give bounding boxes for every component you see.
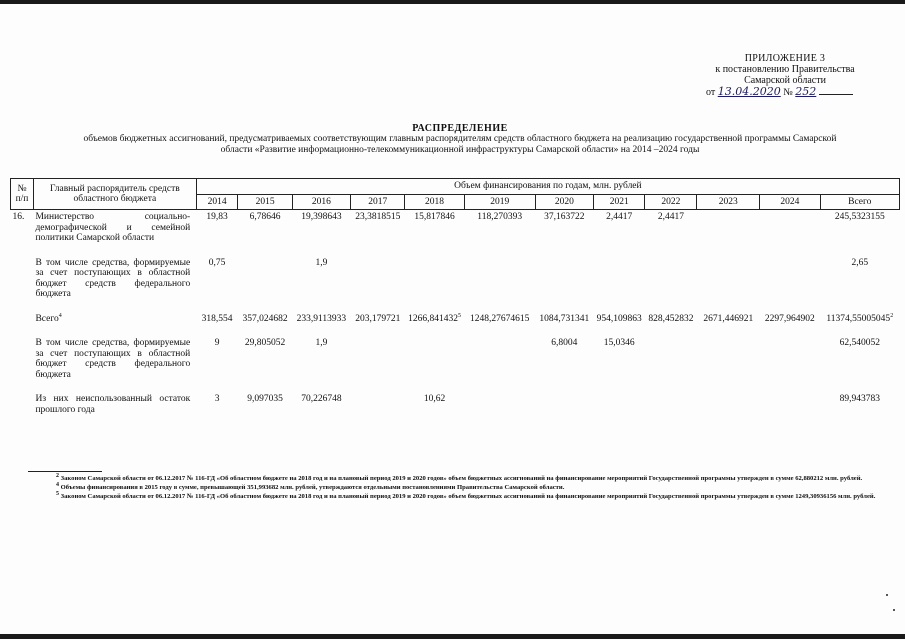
appendix-date-line <box>690 86 880 98</box>
value-cell <box>292 336 350 392</box>
year-header-cell: 2018 <box>405 194 464 210</box>
scan-border-top <box>0 0 905 4</box>
row-num <box>11 312 34 337</box>
table-body <box>11 210 900 428</box>
value-text: 1084,731341 <box>539 313 590 324</box>
value-cell <box>351 312 405 337</box>
footnote-rule <box>28 471 102 472</box>
table-row <box>11 336 900 392</box>
value-text: 2,4417 <box>657 212 684 222</box>
value-text: 29,805052 <box>244 338 286 348</box>
row-num <box>11 392 34 427</box>
value-cell <box>238 312 292 337</box>
value-cell <box>535 336 593 392</box>
value-cell <box>760 392 821 427</box>
value-text: 9,097035 <box>247 394 283 404</box>
title-line-2: области «Развитие информационно-телекоммуникационной инфраструктуры Самарской области» на 2014 –2024 годы <box>220 145 700 155</box>
value-text: 37,163722 <box>544 212 585 222</box>
value-cell <box>594 392 645 427</box>
footnote-text: Законом Самарской области от 06.12.2017 № 116-ГД «Об областном бюджете на 2018 год и на плановый период 2019 и 2020 годов» объем бюджетных ассигнований на финансирование мероприятий Государственной программы утвержден в сумме 1249,30936156 млн. рублей. <box>60 493 876 500</box>
table-row <box>11 256 900 312</box>
value-text: 62,540052 <box>839 338 880 348</box>
value-text: 1248,27674615 <box>470 313 530 324</box>
scan-border-bottom <box>0 634 905 639</box>
footnotes <box>28 474 890 501</box>
value-cell <box>351 336 405 392</box>
year-header-cell: 2021 <box>594 194 645 210</box>
value-cell <box>594 210 645 256</box>
value-cell <box>464 312 535 337</box>
value-cell <box>292 312 350 337</box>
footnote-ref: 2 <box>890 312 894 319</box>
value-cell <box>760 336 821 392</box>
footnote-ref: 5 <box>457 312 461 319</box>
value-text: 2,4417 <box>606 212 633 222</box>
value-text: 11374,55005045 <box>826 313 891 324</box>
footnote-marker: 2 <box>56 472 59 479</box>
value-text: 9 <box>214 338 220 348</box>
value-text: 1,9 <box>315 338 328 348</box>
value-cell <box>594 336 645 392</box>
value-cell <box>697 256 760 312</box>
value-text: 3 <box>214 394 220 404</box>
row-name-text: В том числе средства, формируемые за счет поступающих в областной бюджет средств федерального бюджета <box>35 257 191 299</box>
value-cell <box>594 256 645 312</box>
value-text: 245,5323155 <box>834 212 885 222</box>
value-text: 6,78646 <box>249 212 281 222</box>
value-cell <box>464 336 535 392</box>
value-cell <box>405 256 464 312</box>
footnote-text: Объемы финансирования в 2015 году в сумме, превышающей 351,993682 млн. рублей, утверждаются отдельными постановлениями Правительства Самарской области. <box>60 484 565 491</box>
header-num: № п/п <box>11 179 34 210</box>
value-cell <box>464 256 535 312</box>
value-text: 15,817846 <box>414 212 455 222</box>
row-num <box>11 336 34 392</box>
value-cell <box>645 256 697 312</box>
row-name <box>33 336 196 392</box>
value-text: 118,270393 <box>477 212 523 222</box>
value-text: 19,83 <box>206 212 228 222</box>
footnote-text: Законом Самарской области от 06.12.2017 № 116-ГД «Об областном бюджете на 2018 год и на плановый период 2019 и 2020 годов» объем бюджетных ассигнований на финансирование мероприятий Государственной программы утвержден в сумме 62,880212 млн. рублей. <box>60 475 863 482</box>
value-cell <box>292 210 350 256</box>
value-cell <box>645 210 697 256</box>
value-text: 2,65 <box>851 257 869 268</box>
value-cell <box>645 312 697 337</box>
value-cell <box>238 336 292 392</box>
value-cell <box>645 336 697 392</box>
value-text: 1266,841432 <box>408 313 458 324</box>
value-cell <box>196 256 238 312</box>
year-header-cell: 2019 <box>464 194 535 210</box>
value-cell <box>535 312 593 337</box>
appendix-line-2: Самарской области <box>744 75 826 86</box>
value-cell <box>196 312 238 337</box>
value-text: 357,024682 <box>242 313 288 324</box>
value-cell <box>820 210 899 256</box>
row-name <box>33 210 196 256</box>
year-header-cell: 2024 <box>760 194 821 210</box>
value-cell <box>697 336 760 392</box>
value-cell <box>464 392 535 427</box>
value-cell <box>697 210 760 256</box>
year-header-cell: 2023 <box>697 194 760 210</box>
year-header-cell: 2022 <box>645 194 697 210</box>
year-header-cell: 2016 <box>292 194 350 210</box>
row-name-text: Из них неиспользованный остаток прошлого года <box>35 394 191 415</box>
value-cell <box>820 392 899 427</box>
handwritten-number: 252 <box>795 85 817 98</box>
year-header-cell: 2020 <box>535 194 593 210</box>
value-cell <box>292 256 350 312</box>
table-row <box>11 392 900 427</box>
value-text: 70,226748 <box>301 394 342 404</box>
value-cell <box>820 336 899 392</box>
value-text: 6,8004 <box>551 338 578 348</box>
value-cell <box>760 210 821 256</box>
value-cell <box>535 392 593 427</box>
value-cell <box>820 256 899 312</box>
value-text: 15,0346 <box>603 338 635 348</box>
value-cell <box>238 210 292 256</box>
date-prefix: от <box>706 87 716 98</box>
value-cell <box>697 312 760 337</box>
number-prefix: № <box>783 87 793 98</box>
header-funding: Объем финансирования по годам, млн. рублей <box>196 179 899 195</box>
year-header-cell: 2015 <box>238 194 292 210</box>
footnote <box>28 483 890 492</box>
scan-speck <box>886 594 888 596</box>
value-cell <box>760 256 821 312</box>
value-cell <box>351 392 405 427</box>
table-row <box>11 210 900 256</box>
footnote-marker: 5 <box>56 490 59 497</box>
row-num: 16. <box>12 212 25 222</box>
value-cell <box>535 210 593 256</box>
appendix-line-1: к постановлению Правительства <box>715 64 855 75</box>
value-text: 89,943783 <box>839 394 880 404</box>
value-text: 2671,446921 <box>703 313 754 324</box>
value-text: 0,75 <box>208 257 226 268</box>
table-row <box>11 312 900 337</box>
value-cell <box>820 312 899 337</box>
header-manager: Главный распорядитель средств областного бюджета <box>33 179 196 210</box>
value-text: 954,109863 <box>596 313 642 324</box>
row-name <box>33 256 196 312</box>
value-cell <box>196 336 238 392</box>
row-num <box>11 256 34 312</box>
row-name-text: В том числе средства, формируемые за счет поступающих в областной бюджет средств федерального бюджета <box>35 338 191 380</box>
value-cell <box>760 312 821 337</box>
value-cell <box>464 210 535 256</box>
document-title <box>20 123 900 156</box>
footnote <box>28 492 890 501</box>
value-cell <box>697 392 760 427</box>
value-text: 828,452832 <box>648 313 694 324</box>
value-cell <box>238 392 292 427</box>
year-header-cell: Всего <box>820 194 899 210</box>
row-name-text: Всего <box>35 313 59 324</box>
value-cell <box>405 336 464 392</box>
footnote <box>28 474 890 483</box>
handwritten-date: 13.04.2020 <box>717 85 781 98</box>
value-cell <box>351 210 405 256</box>
year-header-cell: 2017 <box>351 194 405 210</box>
value-cell <box>196 392 238 427</box>
table-header-row <box>11 179 900 195</box>
value-cell <box>351 256 405 312</box>
appendix-block <box>690 53 880 98</box>
value-cell <box>405 210 464 256</box>
value-cell <box>196 210 238 256</box>
value-cell <box>238 256 292 312</box>
row-name <box>33 392 196 427</box>
footnote-ref: 4 <box>58 312 62 319</box>
footnote-marker: 4 <box>56 481 59 488</box>
value-cell <box>292 392 350 427</box>
row-name-text: Министерство социально-демографической и семейной политики Самарской области <box>35 212 191 243</box>
value-cell <box>405 392 464 427</box>
value-text: 203,179721 <box>355 313 401 324</box>
value-text: 233,9113933 <box>296 313 347 324</box>
title-line-1: объемов бюджетных ассигнований, предусматриваемых соответствующим главным распорядителям средств областного бюджета на реализацию государственной программы Самарской <box>83 134 837 144</box>
scan-speck <box>893 609 895 611</box>
value-text: 1,9 <box>315 257 328 268</box>
value-text: 23,3818515 <box>355 212 401 222</box>
row-name <box>33 312 196 337</box>
year-header-cell: 2014 <box>196 194 238 210</box>
value-text: 318,554 <box>201 313 233 324</box>
value-cell <box>594 312 645 337</box>
value-cell <box>405 312 464 337</box>
value-cell <box>535 256 593 312</box>
appendix-title: ПРИЛОЖЕНИЕ 3 <box>744 53 826 64</box>
value-text: 10,62 <box>423 394 446 404</box>
title-main: РАСПРЕДЕЛЕНИЕ <box>412 123 508 134</box>
value-cell <box>645 392 697 427</box>
value-text: 2297,964902 <box>764 313 815 324</box>
budget-table <box>10 178 900 427</box>
value-text: 19,398643 <box>301 212 342 222</box>
